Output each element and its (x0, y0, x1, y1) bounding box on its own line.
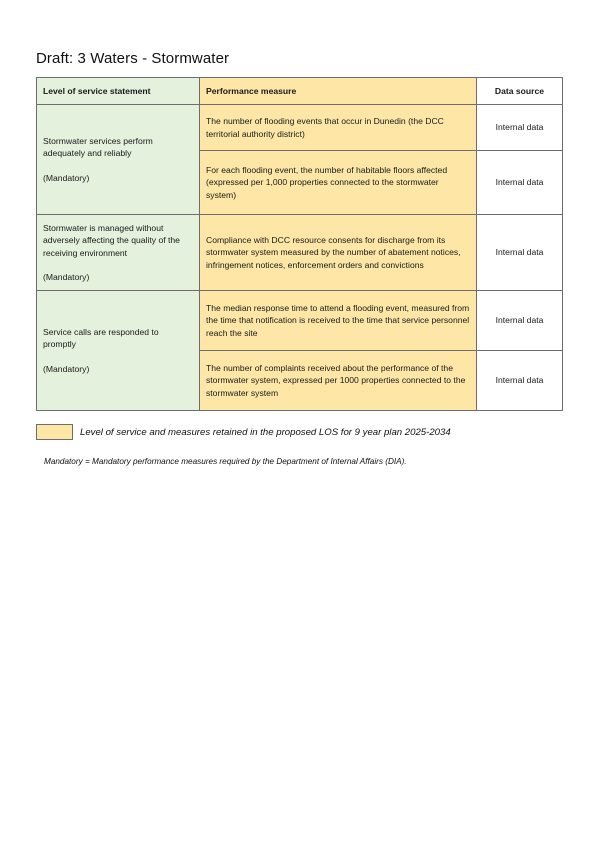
measure-cell: Compliance with DCC resource consents for discharge from its stormwater system measured by the number of abatement notices, infringement notices, enforcement orders and convictions (200, 215, 477, 291)
statement-cell (37, 291, 200, 411)
statement-cell (37, 105, 200, 215)
legend-text: Level of service and measures retained in the proposed LOS for 9 year plan 2025-2034 (80, 426, 451, 438)
table-header-row (37, 78, 563, 105)
source-cell: Internal data (477, 105, 563, 151)
legend-swatch (36, 424, 73, 440)
measure-cell: The number of flooding events that occur in Dunedin (the DCC territorial authority district) (200, 105, 477, 151)
source-cell: Internal data (477, 351, 563, 411)
table-row (37, 215, 563, 291)
mandatory-label: (Mandatory) (43, 271, 90, 282)
table-row (37, 105, 563, 151)
mandatory-label: (Mandatory) (43, 363, 90, 374)
statement-text: Service calls are responded to promptly (43, 327, 159, 350)
legend (36, 424, 451, 440)
header-measure: Performance measure (200, 78, 477, 105)
header-source: Data source (477, 78, 563, 105)
table-row (37, 291, 563, 351)
measure-cell: The number of complaints received about the performance of the stormwater system, expressed per 1000 properties connected to the stormwater system (200, 351, 477, 411)
source-cell: Internal data (477, 151, 563, 215)
statement-text: Stormwater services perform adequately and reliably (43, 136, 153, 159)
level-of-service-table (36, 77, 563, 411)
source-cell: Internal data (477, 215, 563, 291)
measure-cell: For each flooding event, the number of habitable floors affected (expressed per 1,000 properties connected to the stormwater system) (200, 151, 477, 215)
statement-text: Stormwater is managed without adversely affecting the quality of the receiving environment (43, 223, 180, 258)
page-title: Draft: 3 Waters - Stormwater (36, 50, 230, 67)
statement-cell (37, 215, 200, 291)
measure-cell: The median response time to attend a flooding event, measured from the time that notification is received to the time that service personnel reach the site (200, 291, 477, 351)
footnote: Mandatory = Mandatory performance measures required by the Department of Internal Affairs (DIA). (44, 457, 407, 466)
mandatory-label: (Mandatory) (43, 172, 90, 183)
header-statement: Level of service statement (37, 78, 200, 105)
source-cell: Internal data (477, 291, 563, 351)
